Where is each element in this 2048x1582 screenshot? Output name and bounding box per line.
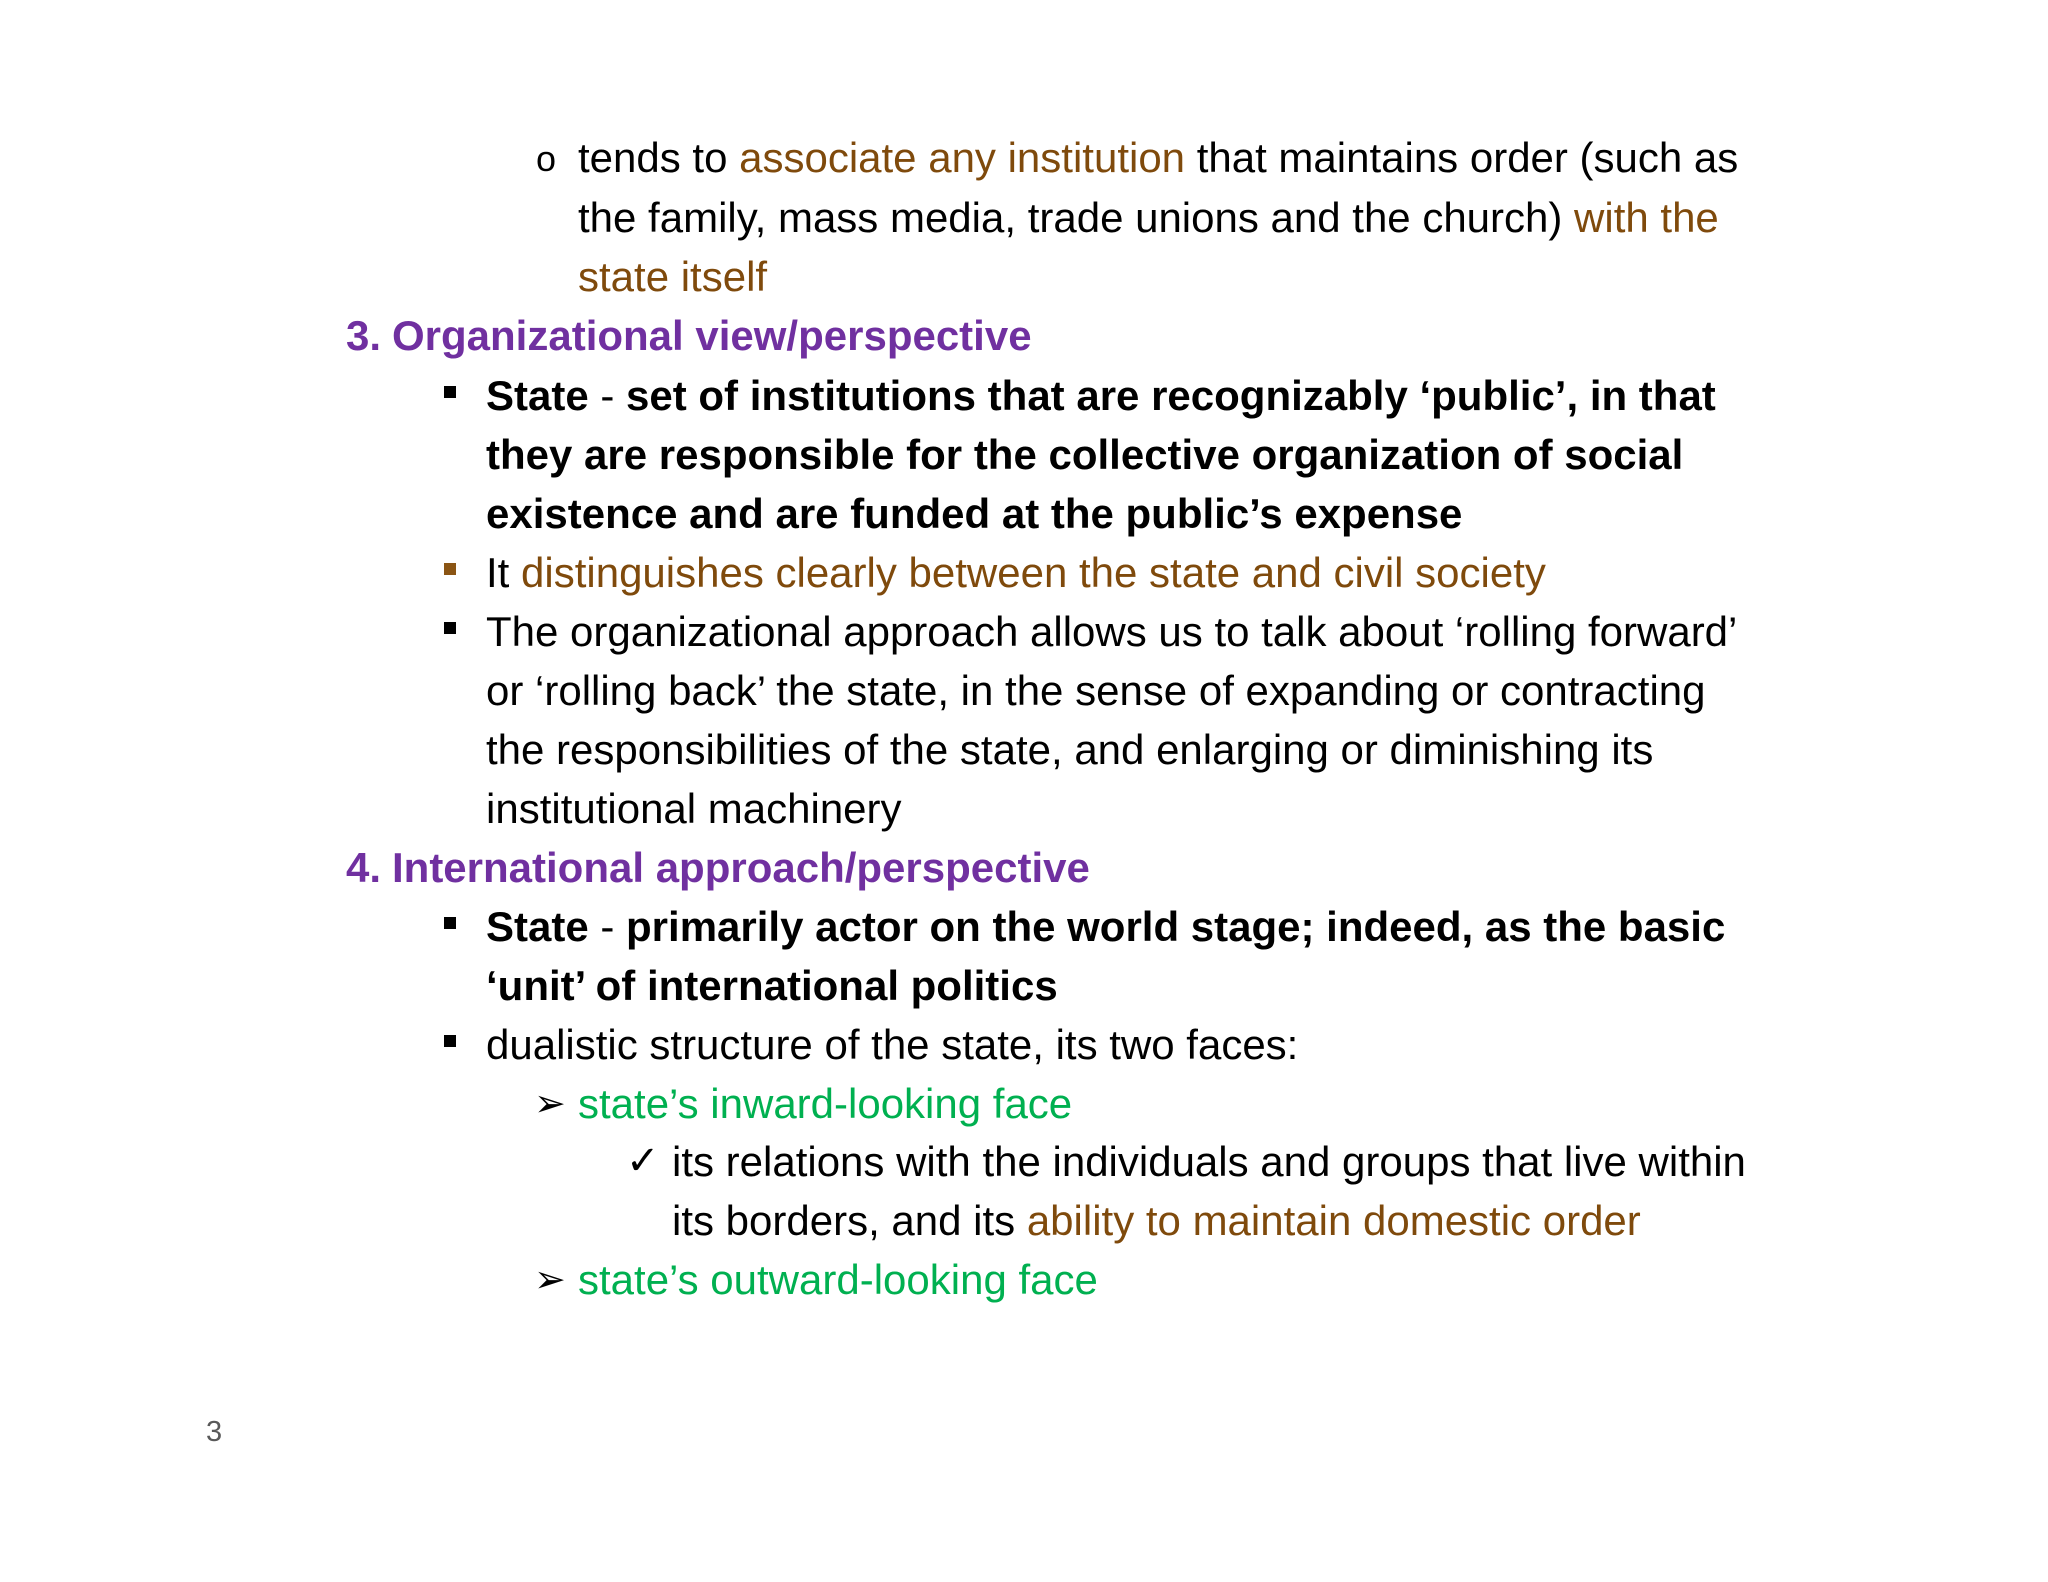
section3-number: 3.: [346, 312, 382, 359]
square-bullet-icon: [444, 563, 456, 575]
checkmark-bullet-icon: ✓: [626, 1139, 660, 1183]
section4-bullet1-line-1: State - primarily actor on the world stage; indeed, as the basic: [486, 903, 1726, 950]
section4-bullet2: dualistic structure of the state, its two faces:: [486, 1021, 1299, 1068]
square-bullet-icon: [444, 386, 456, 398]
block1-line-1: tends to associate any institution that maintains order (such as: [578, 134, 1739, 181]
block1-line-2: the family, mass media, trade unions and the church) with the: [578, 194, 1719, 241]
section4-title: International approach/perspective: [392, 844, 1090, 891]
square-bullet-icon: [444, 917, 456, 929]
page-number: 3: [206, 1416, 223, 1448]
arrow-bullet-icon: ➢: [534, 1083, 566, 1125]
arrow-bullet-icon: ➢: [534, 1259, 566, 1301]
section4-bullet1-line-2: ‘unit’ of international politics: [486, 962, 1058, 1009]
section3-title: Organizational view/perspective: [392, 312, 1032, 359]
section4-number: 4.: [346, 844, 382, 891]
section3-bullet1-line-1: State - set of institutions that are recognizably ‘public’, in that: [486, 372, 1716, 419]
section3-bullet3-line-2: or ‘rolling back’ the state, in the sense of expanding or contracting: [486, 667, 1706, 714]
square-bullet-icon: [444, 622, 456, 634]
section3-bullet2: It distinguishes clearly between the state and civil society: [486, 549, 1546, 596]
section3-bullet3-line-4: institutional machinery: [486, 785, 902, 832]
block1-line-3: state itself: [578, 253, 768, 300]
face-inward-label: state’s inward-looking face: [578, 1080, 1073, 1127]
square-bullet-icon: [444, 1035, 456, 1047]
circle-bullet-marker: o: [536, 138, 557, 179]
section3-bullet3-line-3: the responsibilities of the state, and enlarging or diminishing its: [486, 726, 1654, 773]
section3-bullet3-line-1: The organizational approach allows us to talk about ‘rolling forward’: [486, 608, 1738, 655]
face-inward-detail-line-1: its relations with the individuals and groups that live within: [672, 1138, 1746, 1185]
section3-bullet1-line-2: they are responsible for the collective organization of social: [486, 431, 1684, 478]
face-outward-label: state’s outward-looking face: [578, 1256, 1098, 1303]
section3-bullet1-line-3: existence and are funded at the public’s expense: [486, 490, 1463, 537]
face-inward-detail-line-2: its borders, and its ability to maintain domestic order: [672, 1197, 1641, 1244]
